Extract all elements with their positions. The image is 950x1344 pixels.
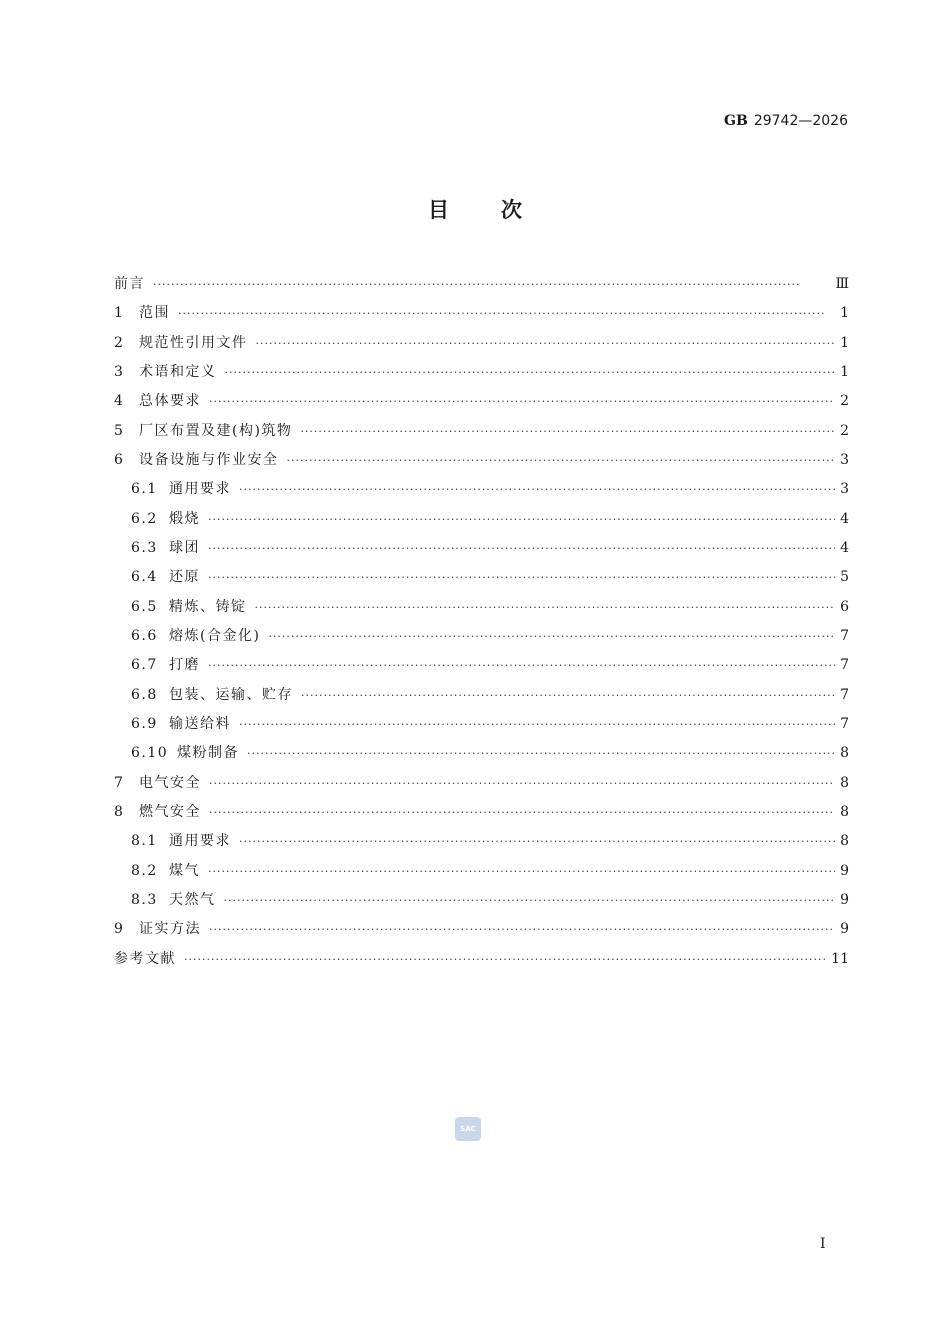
toc-entry-number: 6.1 xyxy=(131,481,158,498)
toc-entry-label: 电气安全 xyxy=(139,774,201,791)
toc-entry[interactable] xyxy=(114,270,849,299)
toc-entry-page: 9 xyxy=(840,921,849,938)
toc-entry-number: 8 xyxy=(114,803,125,820)
toc-entry[interactable] xyxy=(114,563,849,592)
toc-entry-page: 11 xyxy=(831,950,849,967)
toc-dot-leader xyxy=(268,622,835,651)
toc-entry-page: 4 xyxy=(840,510,849,527)
toc-dot-leader xyxy=(208,857,835,886)
sac-watermark-logo: SAC xyxy=(455,1117,481,1141)
toc-entry[interactable] xyxy=(114,739,849,768)
toc-entry-number: 6 xyxy=(114,451,125,468)
toc-entry[interactable] xyxy=(114,593,849,622)
toc-dot-leader xyxy=(209,769,835,798)
toc-entry-number: 8.1 xyxy=(131,833,158,850)
toc-entry-page: 8 xyxy=(840,833,849,850)
toc-entry-page: 1 xyxy=(840,305,849,322)
toc-entry-label: 煅烧 xyxy=(169,510,200,527)
toc-entry[interactable] xyxy=(114,446,849,475)
toc-dot-leader xyxy=(178,299,835,328)
toc-entry-label: 范围 xyxy=(139,305,170,322)
toc-entry-label: 煤气 xyxy=(169,862,200,879)
toc-entry-label: 打磨 xyxy=(169,657,200,674)
toc-entry-number: 9 xyxy=(114,921,125,938)
toc-entry-page: Ⅲ xyxy=(835,276,849,292)
toc-entry[interactable] xyxy=(114,651,849,680)
toc-dot-leader xyxy=(208,651,835,680)
toc-entry-number: 6.2 xyxy=(131,510,158,527)
toc-entry-page: 1 xyxy=(840,334,849,351)
toc-entry[interactable] xyxy=(114,945,849,974)
toc-entry-page: 3 xyxy=(840,481,849,498)
toc-dot-leader xyxy=(224,886,836,915)
toc-dot-leader xyxy=(301,681,835,710)
standard-code xyxy=(724,113,848,129)
toc-entry-page: 2 xyxy=(840,422,849,439)
toc-entry-number: 6.3 xyxy=(131,539,158,556)
toc-entry-number: 1 xyxy=(114,305,125,322)
toc-entry-number: 6.8 xyxy=(131,686,158,703)
toc-dot-leader xyxy=(247,739,835,768)
toc-entry-label: 包装、运输、贮存 xyxy=(169,686,293,703)
toc-entry[interactable] xyxy=(114,915,849,944)
toc-entry-page: 9 xyxy=(840,862,849,879)
toc-entry-number: 8.3 xyxy=(131,891,158,908)
toc-entry-label: 通用要求 xyxy=(169,833,231,850)
toc-entry[interactable] xyxy=(114,534,849,563)
toc-entry-page: 7 xyxy=(840,627,849,644)
toc-dot-leader xyxy=(153,270,831,299)
toc-entry-number: 5 xyxy=(114,422,125,439)
toc-entry-label: 参考文献 xyxy=(114,950,176,967)
toc-entry-page: 1 xyxy=(840,363,849,380)
toc-entry-page: 6 xyxy=(840,598,849,615)
toc-entry-number: 6.7 xyxy=(131,657,158,674)
toc-entry-number: 6.6 xyxy=(131,627,158,644)
toc-entry-page: 3 xyxy=(840,451,849,468)
toc-entry[interactable] xyxy=(114,622,849,651)
toc-dot-leader xyxy=(225,358,836,387)
toc-entry-label: 证实方法 xyxy=(139,921,201,938)
toc-entry-number: 3 xyxy=(114,363,125,380)
toc-entry-number: 2 xyxy=(114,334,125,351)
toc-dot-leader xyxy=(208,563,835,592)
toc-entry-page: 7 xyxy=(840,715,849,732)
table-of-contents xyxy=(114,270,849,974)
toc-dot-leader xyxy=(209,915,835,944)
toc-entry[interactable] xyxy=(114,798,849,827)
toc-entry[interactable] xyxy=(114,827,849,856)
toc-entry-page: 5 xyxy=(840,569,849,586)
toc-dot-leader xyxy=(239,475,835,504)
toc-entry-page: 9 xyxy=(840,891,849,908)
toc-entry[interactable] xyxy=(114,886,849,915)
toc-entry-page: 7 xyxy=(840,686,849,703)
toc-dot-leader xyxy=(239,827,835,856)
toc-entry-number: 6.10 xyxy=(131,745,169,762)
toc-entry-label: 规范性引用文件 xyxy=(139,334,248,351)
toc-entry[interactable] xyxy=(114,505,849,534)
toc-entry[interactable] xyxy=(114,417,849,446)
toc-entry-label: 煤粉制备 xyxy=(177,745,239,762)
toc-entry[interactable] xyxy=(114,299,849,328)
toc-entry-page: 8 xyxy=(840,803,849,820)
toc-dot-leader xyxy=(184,945,827,974)
toc-entry-label: 通用要求 xyxy=(169,481,231,498)
footer-page-number: I xyxy=(820,1236,826,1252)
toc-entry-label: 熔炼(合金化) xyxy=(169,627,261,644)
toc-entry[interactable] xyxy=(114,857,849,886)
toc-dot-leader xyxy=(300,417,835,446)
toc-entry-label: 球团 xyxy=(169,539,200,556)
toc-entry-label: 前言 xyxy=(114,276,145,292)
toc-entry-number: 6.5 xyxy=(131,598,158,615)
toc-entry[interactable] xyxy=(114,358,849,387)
toc-entry-number: 4 xyxy=(114,393,125,410)
toc-entry[interactable] xyxy=(114,475,849,504)
toc-dot-leader xyxy=(208,534,835,563)
toc-entry-label: 总体要求 xyxy=(139,393,201,410)
standard-prefix: GB xyxy=(724,113,748,129)
toc-entry-page: 8 xyxy=(840,745,849,762)
standard-number: 29742—2026 xyxy=(753,113,848,129)
page-title: 目次 xyxy=(428,198,574,222)
toc-dot-leader xyxy=(256,329,836,358)
toc-entry[interactable] xyxy=(114,710,849,739)
toc-entry[interactable] xyxy=(114,329,849,358)
toc-entry-label: 还原 xyxy=(169,569,200,586)
toc-entry-number: 6.9 xyxy=(131,715,158,732)
toc-entry-label: 精炼、铸锭 xyxy=(169,598,247,615)
toc-entry-label: 输送给料 xyxy=(169,715,231,732)
toc-entry-label: 燃气安全 xyxy=(139,803,201,820)
toc-entry-page: 2 xyxy=(840,393,849,410)
toc-dot-leader xyxy=(209,387,835,416)
toc-entry-page: 7 xyxy=(840,657,849,674)
toc-entry[interactable] xyxy=(114,387,849,416)
toc-dot-leader xyxy=(208,505,835,534)
toc-dot-leader xyxy=(287,446,836,475)
toc-entry-label: 天然气 xyxy=(169,891,216,908)
toc-entry[interactable] xyxy=(114,681,849,710)
toc-entry-page: 4 xyxy=(840,539,849,556)
toc-entry-page: 8 xyxy=(840,774,849,791)
toc-dot-leader xyxy=(239,710,835,739)
toc-entry-number: 6.4 xyxy=(131,569,158,586)
toc-entry-label: 厂区布置及建(构)筑物 xyxy=(139,422,293,439)
toc-entry-label: 术语和定义 xyxy=(139,363,217,380)
toc-entry-label: 设备设施与作业安全 xyxy=(139,451,279,468)
toc-dot-leader xyxy=(209,798,835,827)
toc-entry-number: 8.2 xyxy=(131,862,158,879)
toc-entry-number: 7 xyxy=(114,774,125,791)
toc-dot-leader xyxy=(255,593,836,622)
toc-entry[interactable] xyxy=(114,769,849,798)
